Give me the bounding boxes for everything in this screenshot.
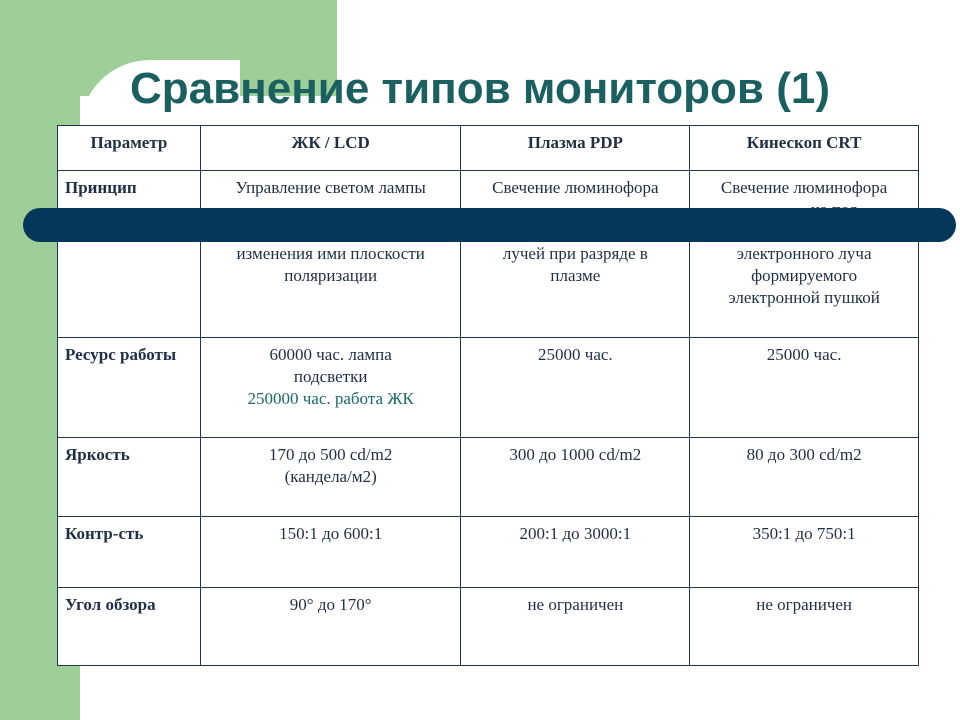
cell-lifetime-crt: 25000 час.: [690, 338, 919, 438]
cell-principle-pdp: [461, 171, 690, 338]
cell-line: 250000 час. работа ЖК: [247, 389, 414, 408]
cell-line: Управление светом лампы: [235, 178, 426, 197]
cell-lifetime-pdp: 25000 час.: [461, 338, 690, 438]
header-crt: Кинескоп CRT: [690, 126, 919, 171]
table-header-row: [58, 126, 919, 171]
cell-line: Свечение люминофора: [720, 178, 888, 197]
header-parameter: Параметр: [58, 126, 201, 171]
header-pdp: Плазма PDP: [461, 126, 690, 171]
cell-line: 60000 час. лампа: [269, 345, 392, 364]
cell-contrast-pdp: 200:1 до 3000:1: [461, 517, 690, 588]
cell-contrast-crt: 350:1 до 750:1: [690, 517, 919, 588]
param-lifetime: Ресурс работы: [58, 338, 201, 438]
cell-principle-lcd: [200, 171, 461, 338]
cell-line: электронной пушкой: [728, 288, 880, 307]
cell-line: Свечение люминофора: [492, 178, 659, 197]
cell-viewing-angle-pdp: не ограничен: [461, 588, 690, 666]
header-lcd: ЖК / LCD: [200, 126, 461, 171]
cell-line: (кандела/м2): [284, 467, 377, 486]
table-row-principle: [58, 171, 919, 338]
param-principle: Принцип: [58, 171, 201, 338]
comparison-table: [57, 125, 919, 666]
cell-brightness-lcd: [200, 438, 461, 517]
slide-title: Сравнение типов мониторов (1): [130, 64, 830, 113]
cell-line: формируемого: [751, 266, 858, 285]
cell-line: электронного луча: [736, 244, 872, 263]
cell-lifetime-lcd: [200, 338, 461, 438]
table-row-lifetime: [58, 338, 919, 438]
cell-brightness-crt: 80 до 300 cd/m2: [690, 438, 919, 517]
param-contrast: Контр-сть: [58, 517, 201, 588]
param-brightness: Яркость: [58, 438, 201, 517]
cell-line: подсветки: [293, 367, 368, 386]
table-row-viewing-angle: [58, 588, 919, 666]
cell-line: плазме: [550, 266, 601, 285]
table-row-brightness: [58, 438, 919, 517]
cell-viewing-angle-lcd: 90° до 170°: [200, 588, 461, 666]
cell-line: 170 до 500 cd/m2: [268, 445, 393, 464]
cell-line: лучей при разряде в: [502, 244, 648, 263]
cell-brightness-pdp: 300 до 1000 cd/m2: [461, 438, 690, 517]
param-viewing-angle: Угол обзора: [58, 588, 201, 666]
cell-contrast-lcd: 150:1 до 600:1: [200, 517, 461, 588]
table-row-contrast: [58, 517, 919, 588]
decorative-dark-bar: [23, 208, 956, 242]
cell-viewing-angle-crt: не ограничен: [690, 588, 919, 666]
cell-line: изменения ими плоскости: [236, 244, 425, 263]
cell-line: поляризации: [284, 266, 378, 285]
cell-principle-crt: [690, 171, 919, 338]
